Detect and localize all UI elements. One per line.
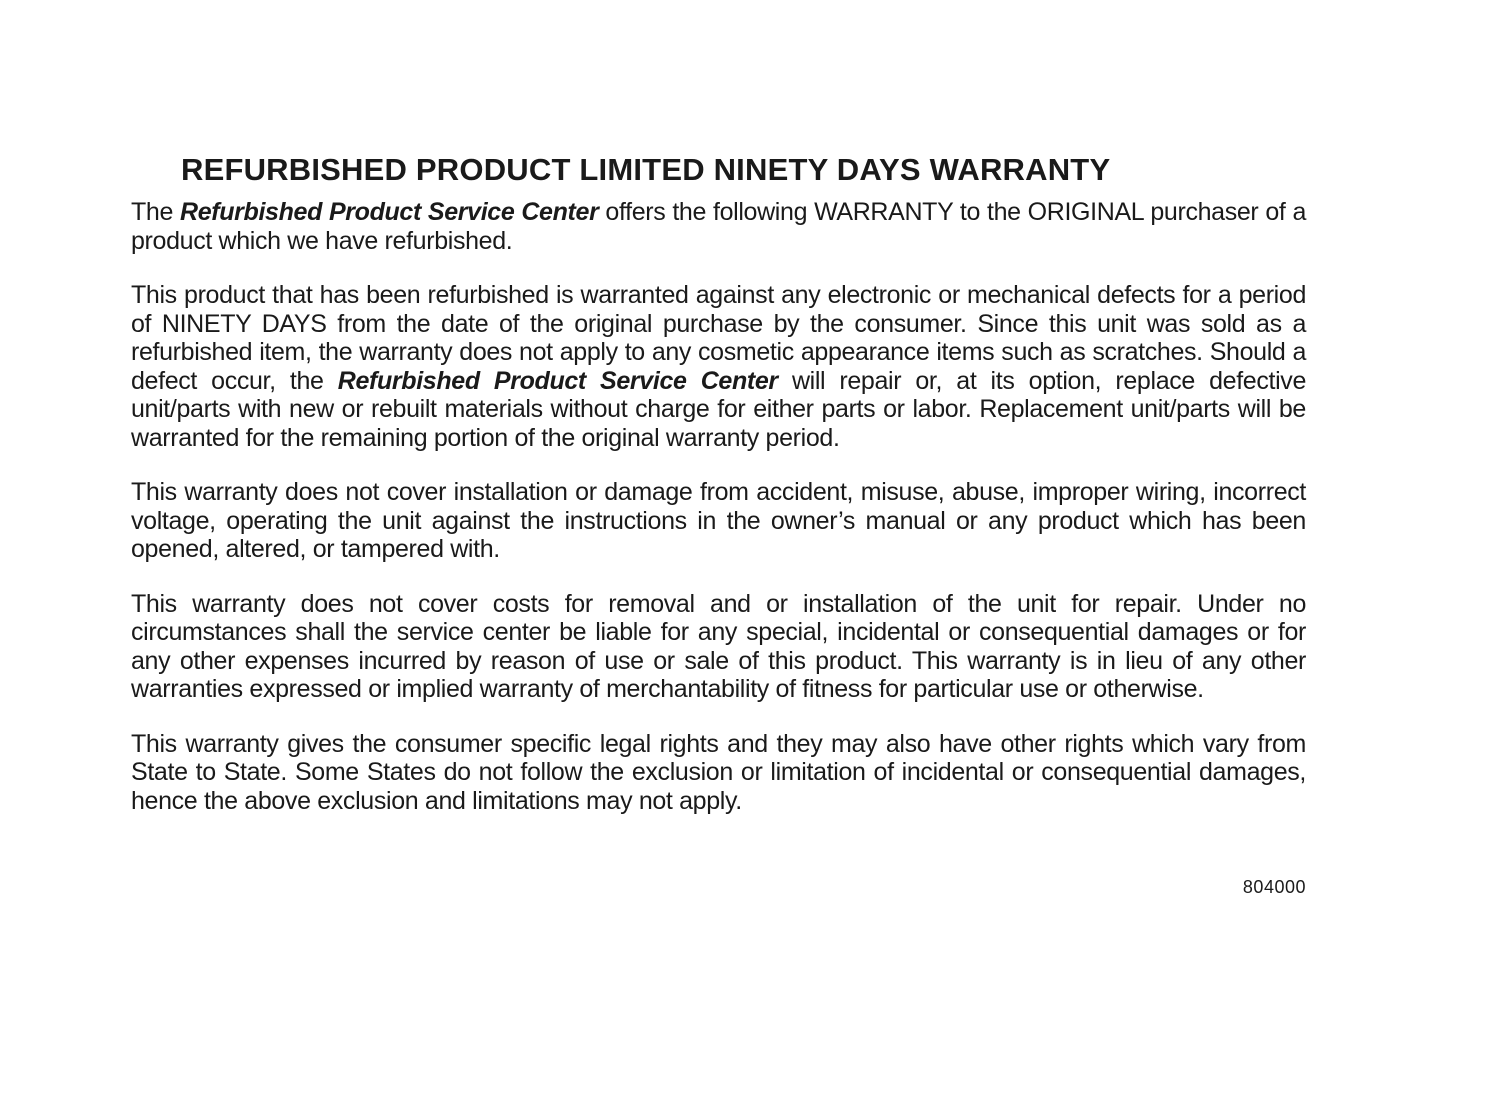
coverage-suffix: will repair or, at its option, replace defective unit/parts with new or rebuilt materials without charge for either parts or labor. Replacement unit/parts will be warranted for the remaining portion of the original warranty period. — [131, 366, 1307, 452]
service-center-name: Refurbished Product Service Center — [179, 198, 599, 226]
document-code: 804000 — [1242, 877, 1306, 897]
warranty-body — [131, 198, 1306, 815]
liability-paragraph: This warranty does not cover costs for removal and or installation of the unit for repair. Under no circumstances shall the service center be liable for any special, incidental or consequential damages or for any other expenses incurred by reason of use or sale of this product. This warranty is in lieu of any other warranties expressed or implied warranty of merchantability of fitness for particular use or otherwise. — [131, 589, 1306, 703]
coverage-prefix: This product that has been refurbished is warranted against any electronic or mechanical defects for a period of NINETY DAYS from the date of the original purchase by the consumer. Since this unit was sold as a refurbished item, the warranty does not apply to any cosmetic appearance items such as scratches. Should a defect occur, the — [131, 281, 1306, 395]
service-center-name: Refurbished Product Service Center — [337, 366, 778, 395]
intro-prefix: The — [131, 198, 180, 226]
coverage-paragraph — [131, 281, 1306, 452]
intro-suffix: offers the following WARRANTY to the ORIGINAL purchaser of a product which we have refurbished. — [131, 198, 1306, 255]
intro-paragraph — [131, 198, 1306, 255]
warranty-title: REFURBISHED PRODUCT LIMITED NINETY DAYS WARRANTY — [181, 152, 1111, 187]
legal-rights-paragraph: This warranty gives the consumer specific legal rights and they may also have other rights which vary from State to State. Some States do not follow the exclusion or limitation of incidental or consequential damages, hence the above exclusion and limitations may not apply. — [131, 729, 1306, 815]
exclusions-paragraph: This warranty does not cover installation or damage from accident, misuse, abuse, improper wiring, incorrect voltage, operating the unit against the instructions in the owner’s manual or any product which has been opened, altered, or tampered with. — [131, 478, 1306, 563]
